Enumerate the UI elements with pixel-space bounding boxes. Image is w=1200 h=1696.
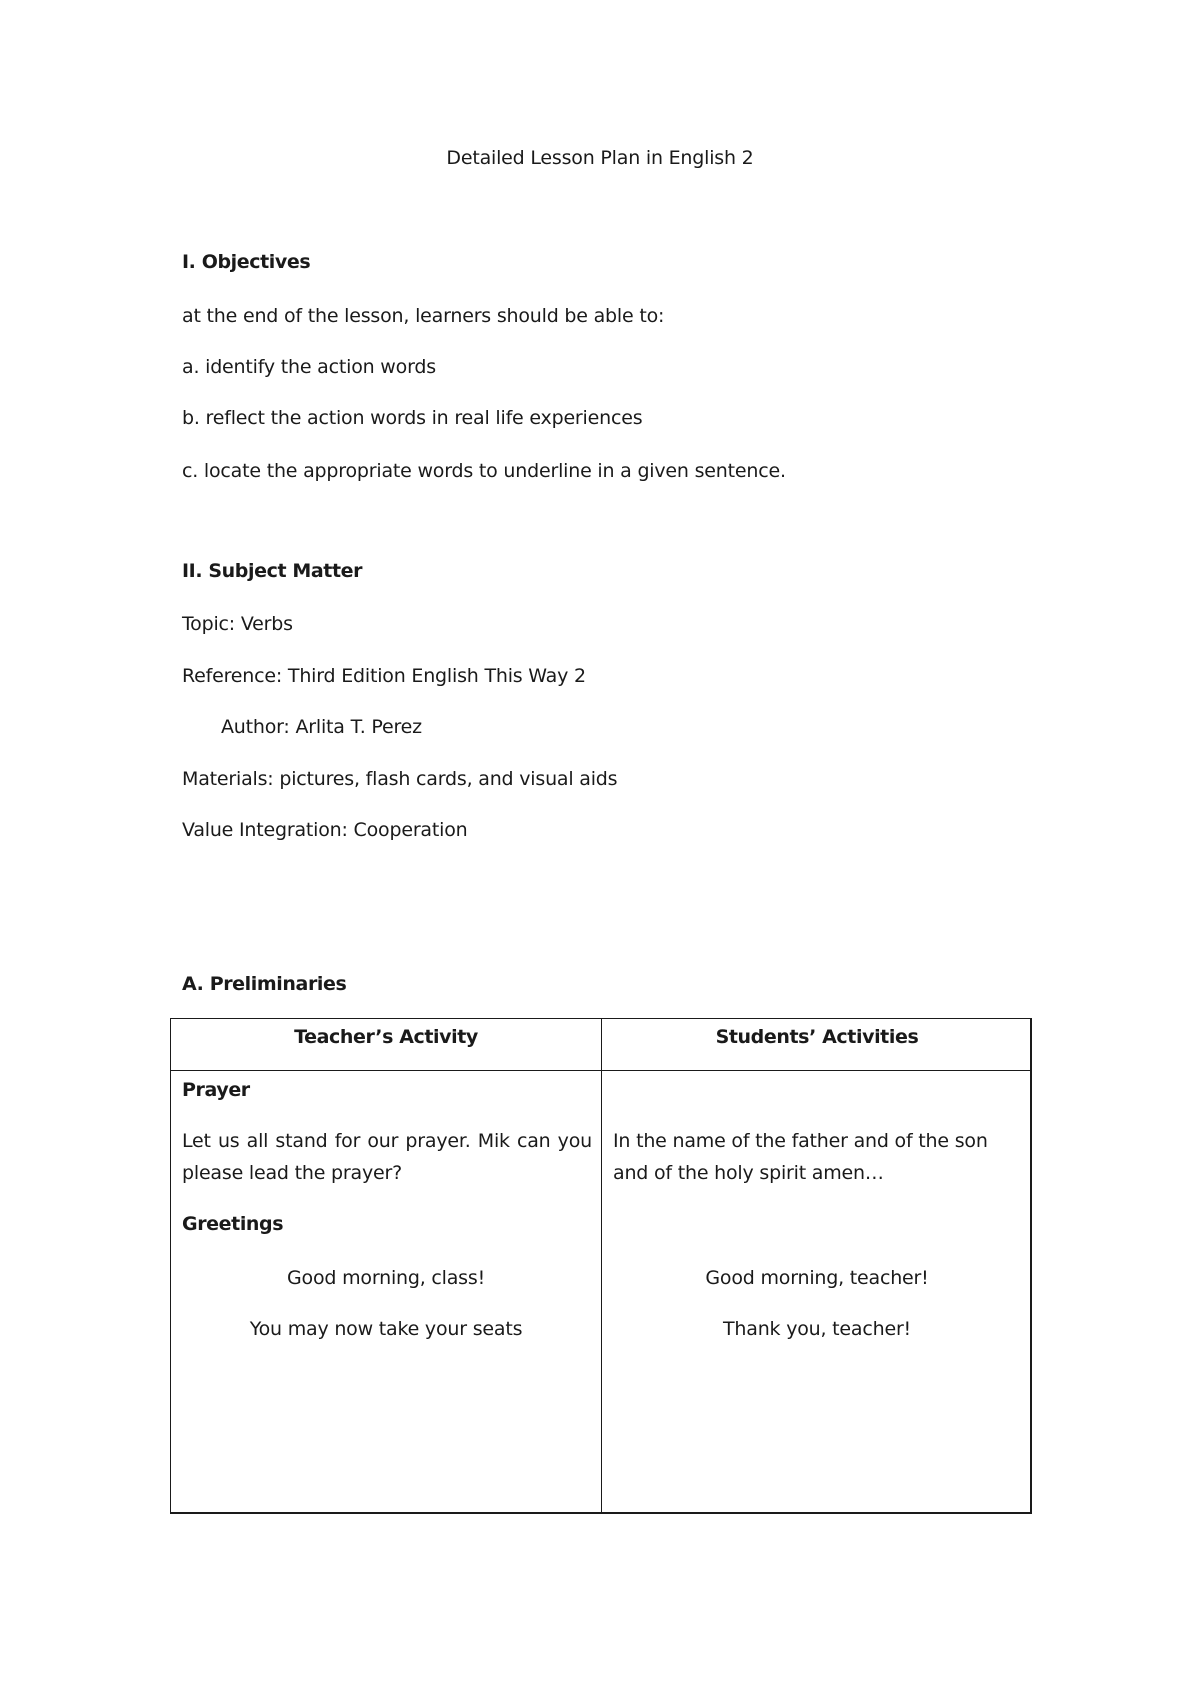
objective-item-b: b. reflect the action words in real life experiences [182,407,643,429]
objectives-intro: at the end of the lesson, learners should be able to: [182,305,665,327]
teacher-greetings-heading: Greetings [182,1213,284,1235]
students-prayer-response: In the name of the father and of the son and of the holy spirit amen… [613,1130,988,1184]
teacher-prayer-text: Let us all stand for our prayer. Mik can you please lead the prayer? [182,1130,592,1184]
objective-item-c: c. locate the appropriate words to underline in a given sentence. [182,460,786,482]
table-header-students: Students’ Activities [715,1026,919,1048]
teacher-greeting-2: You may now take your seats [249,1318,523,1340]
teacher-greeting-1: Good morning, class! [287,1267,485,1289]
table-header-teacher: Teacher’s Activity [294,1026,478,1048]
teacher-prayer-heading: Prayer [182,1079,250,1101]
subject-matter-heading: II. Subject Matter [182,560,363,582]
students-greeting-2: Thank you, teacher! [723,1318,911,1340]
objective-item-a: a. identify the action words [182,356,436,378]
subject-materials: Materials: pictures, flash cards, and visual aids [182,768,618,790]
preliminaries-table [170,1018,1032,1514]
document-title: Detailed Lesson Plan in English 2 [446,147,754,169]
subject-topic: Topic: Verbs [182,613,293,635]
subject-reference: Reference: Third Edition English This Way 2 [182,665,586,687]
subject-author: Author: Arlita T. Perez [221,716,422,738]
objectives-heading: I. Objectives [182,251,311,273]
table-column-divider [601,1019,602,1512]
subject-value-integration: Value Integration: Cooperation [182,819,468,841]
preliminaries-heading: A. Preliminaries [182,973,347,995]
students-greeting-1: Good morning, teacher! [705,1267,929,1289]
table-header-divider [171,1070,1030,1071]
